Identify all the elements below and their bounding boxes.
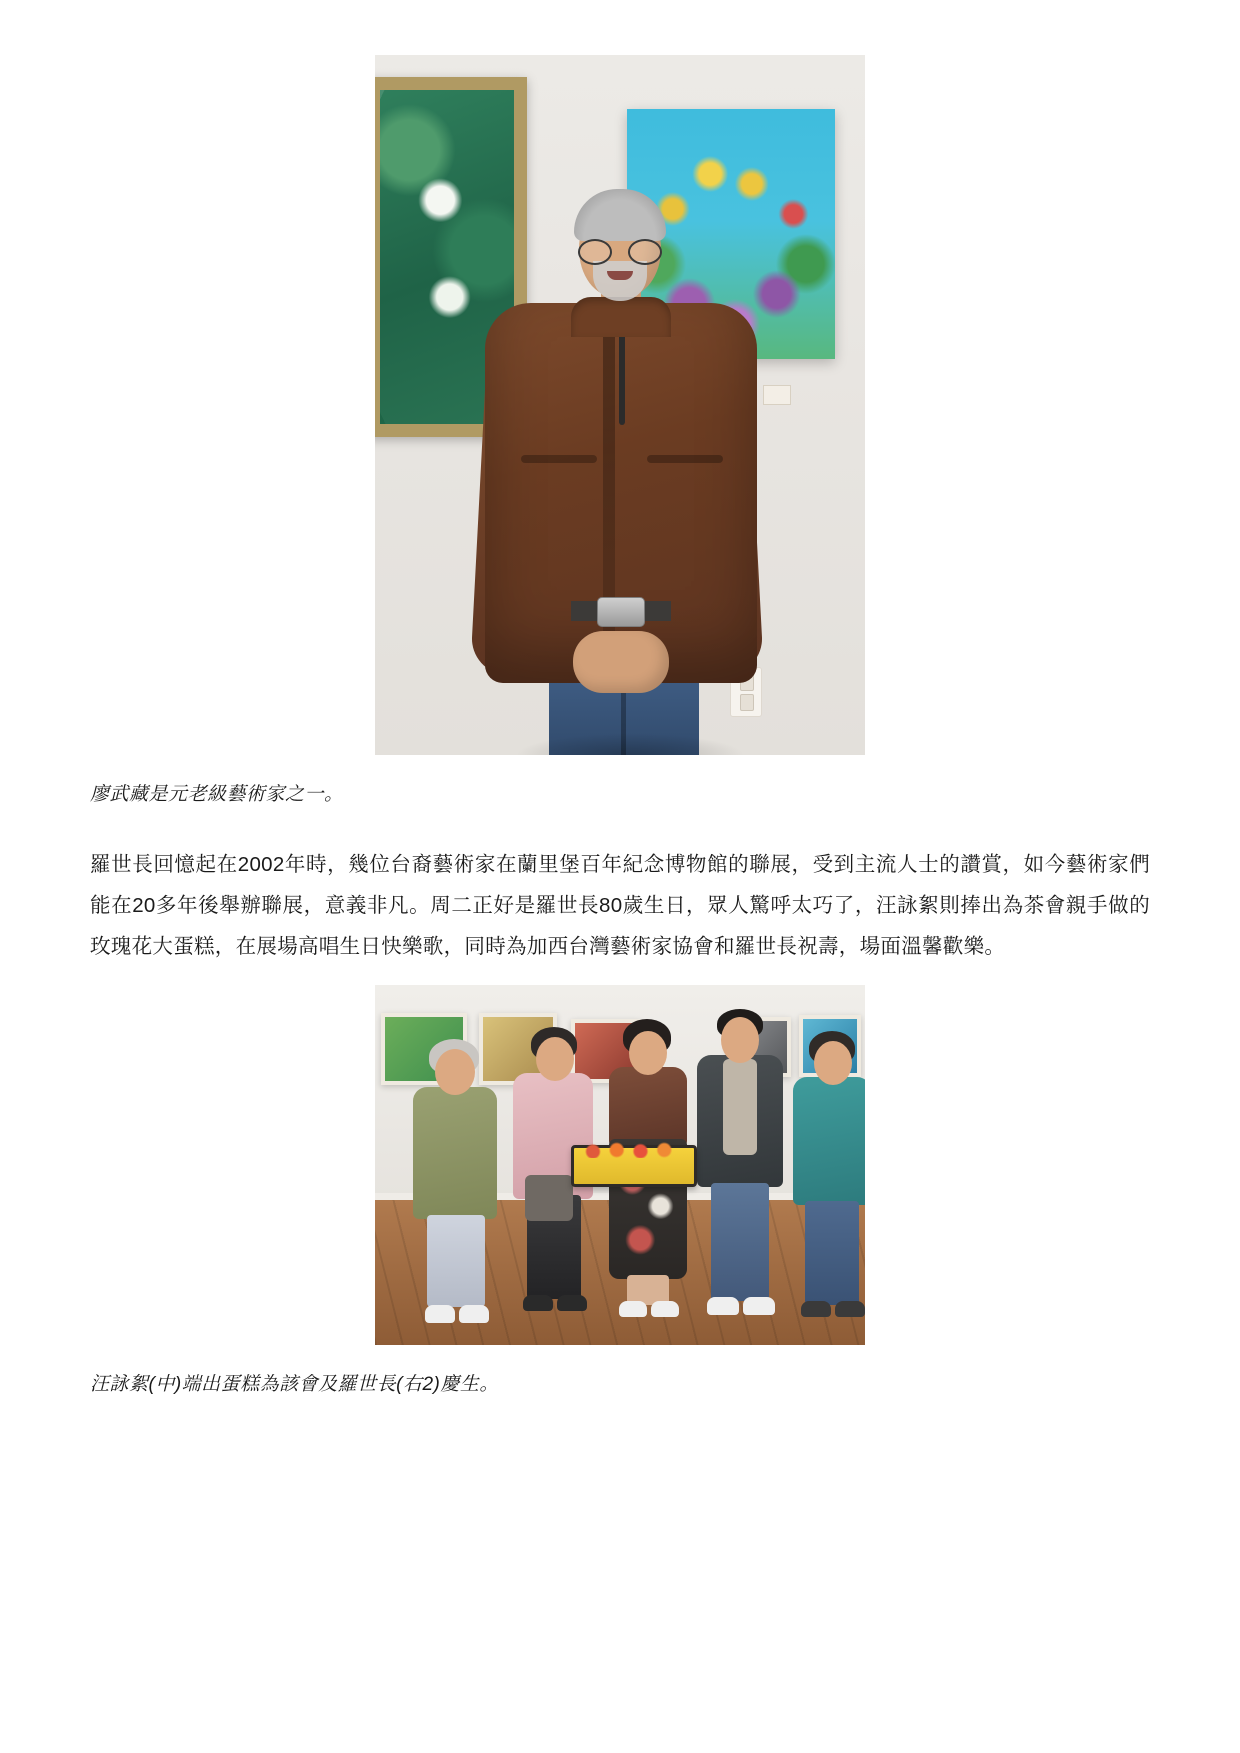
body-paragraph-1: 羅世長回憶起在2002年時，幾位台裔藝術家在蘭里堡百年紀念博物館的聯展，受到主流人士的讚賞，如今藝術家們能在20多年後舉辦聯展，意義非凡。周二正好是羅世長80歲生日，眾人驚呼太巧了，汪詠絮則捧出為茶會親手做的玫瑰花大蛋糕，在展場高唱生日快樂歌，同時為加西台灣藝術家協會和羅世長祝壽，場面溫馨歡樂。 xyxy=(90,852,1150,958)
person-4-man xyxy=(687,1009,791,1327)
shoe-right xyxy=(835,1301,865,1317)
torso xyxy=(609,1067,687,1147)
figure-2 xyxy=(90,985,1150,1345)
belt-buckle xyxy=(597,597,645,627)
shoe-right xyxy=(743,1297,775,1315)
face xyxy=(435,1049,475,1095)
jacket-collar xyxy=(571,297,671,337)
shoe-left xyxy=(707,1297,739,1315)
jeans xyxy=(711,1183,769,1301)
jeans xyxy=(805,1201,859,1305)
floor-shadow xyxy=(515,733,745,755)
jacket-pocket-left xyxy=(521,455,597,463)
legs xyxy=(427,1215,485,1307)
shoe-left xyxy=(801,1301,831,1317)
face xyxy=(536,1037,574,1081)
person-5-right xyxy=(783,1031,865,1327)
shoe-left xyxy=(425,1305,455,1323)
photo-group-with-cake xyxy=(375,985,865,1345)
person-1-left xyxy=(403,1039,507,1327)
person-artist xyxy=(375,55,865,755)
handbag xyxy=(525,1175,573,1221)
clasped-hands xyxy=(573,631,669,693)
face xyxy=(629,1031,667,1075)
hair xyxy=(574,189,666,241)
shoe-right xyxy=(651,1301,679,1317)
face xyxy=(721,1017,759,1063)
shoe-left xyxy=(523,1295,553,1311)
figure-1 xyxy=(90,55,1150,755)
shoe-left xyxy=(619,1301,647,1317)
eyeglasses xyxy=(578,239,662,261)
figure-2-caption: 汪詠絮(中)端出蛋糕為該會及羅世長(右2)慶生。 xyxy=(90,1373,499,1395)
teal-jacket xyxy=(793,1077,865,1205)
birthday-cake xyxy=(571,1145,697,1187)
face xyxy=(814,1041,852,1085)
grey-shirt xyxy=(723,1059,757,1155)
photo-artist-portrait xyxy=(375,55,865,755)
olive-jacket xyxy=(413,1087,497,1219)
shoe-right xyxy=(459,1305,489,1323)
figure-1-caption: 廖武藏是元老級藝術家之一。 xyxy=(90,784,344,805)
shoe-right xyxy=(557,1295,587,1311)
paragraph-spacer xyxy=(90,967,1150,985)
jacket-pocket-right xyxy=(647,455,723,463)
